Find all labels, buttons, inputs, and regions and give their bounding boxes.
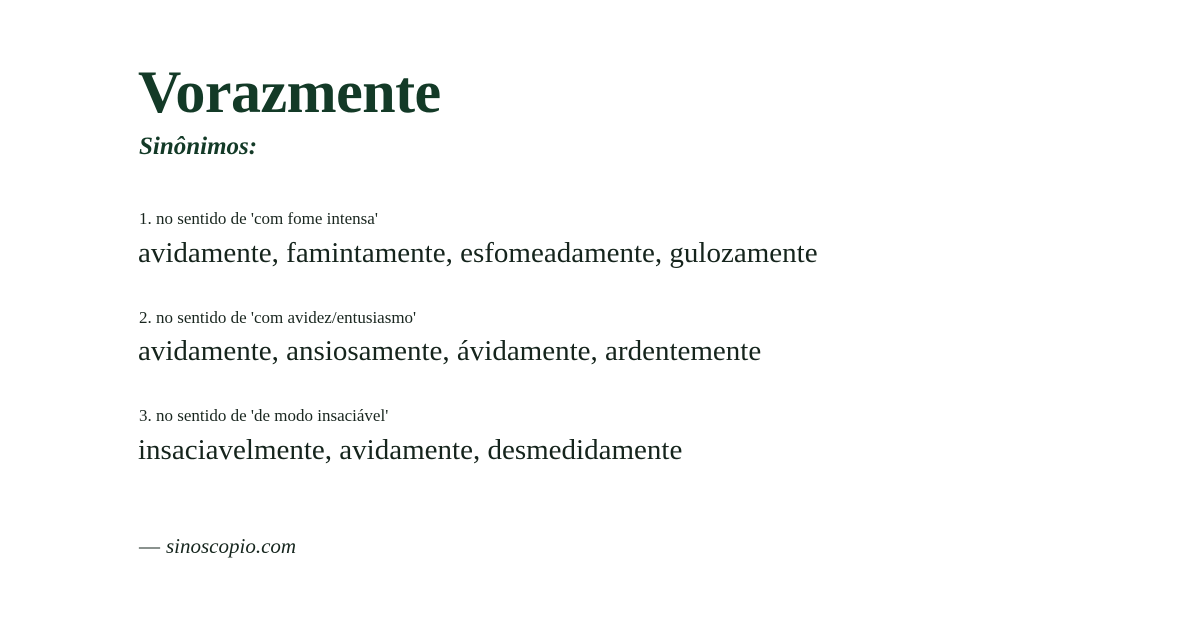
sense-entry (138, 403, 1118, 470)
synonym-sense-list (138, 206, 1118, 470)
sense-entry (138, 206, 1118, 273)
page-title: Vorazmente (138, 59, 441, 125)
sense-synonyms: insaciavelmente, avidamente, desmedidamente (138, 433, 683, 466)
source-name: sinoscopio.com (166, 534, 297, 558)
sense-label: 3. no sentido de 'de modo insaciável' (139, 406, 389, 426)
em-dash-icon: — (139, 534, 160, 558)
subtitle-synonyms: Sinônimos: (139, 133, 258, 160)
sense-label: 2. no sentido de 'com avidez/entusiasmo' (139, 307, 417, 327)
sense-synonyms: avidamente, ansiosamente, ávidamente, ardentemente (138, 335, 762, 368)
source-attribution (139, 534, 296, 559)
sense-synonyms: avidamente, famintamente, esfomeadamente, gulozamente (138, 236, 818, 269)
sense-label: 1. no sentido de 'com fome intensa' (139, 209, 378, 228)
sense-entry (138, 305, 1118, 372)
